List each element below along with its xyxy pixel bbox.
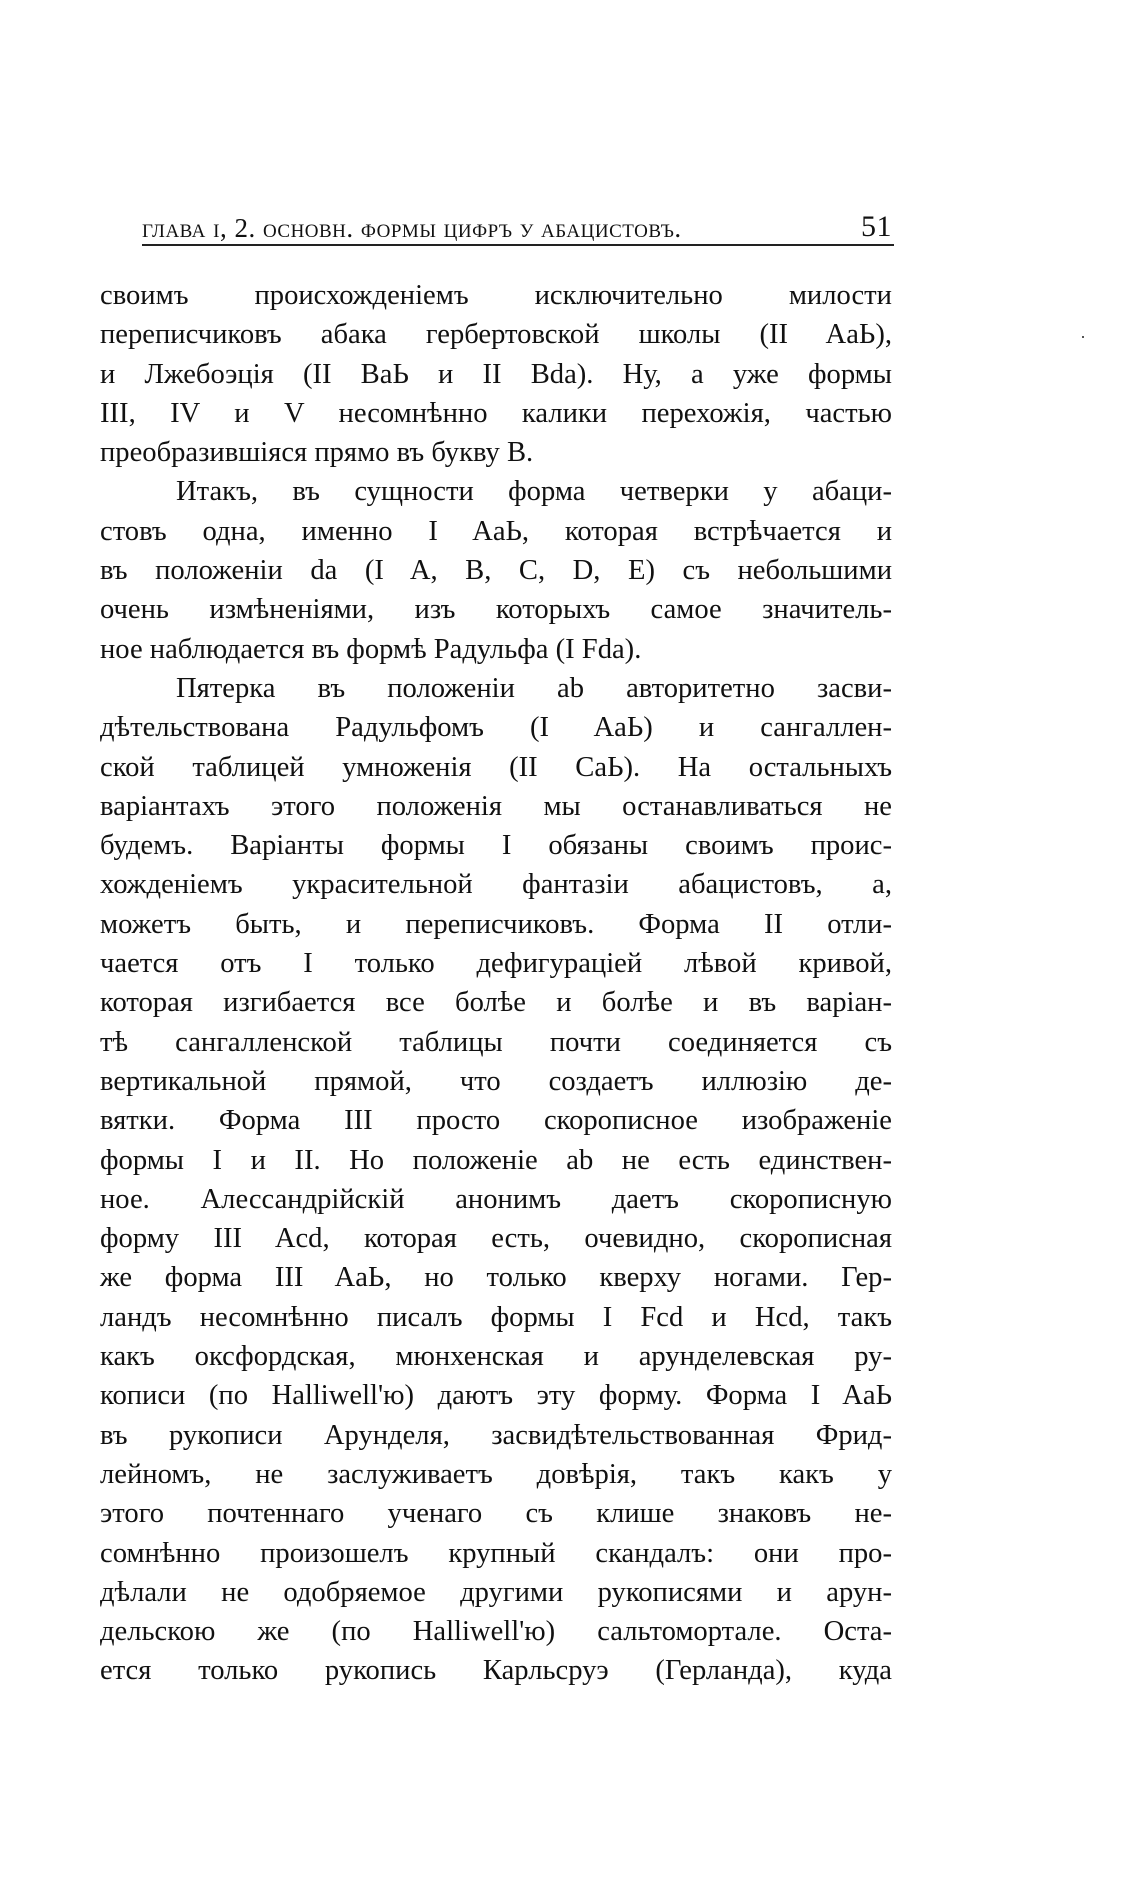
text-line: вертикальной прямой, что создаетъ иллюзію де-	[100, 1065, 892, 1097]
text-line: лейномъ, не заслуживаетъ довѣрія, такъ какъ у	[100, 1458, 892, 1490]
text-line: ется только рукопись Карльсруэ (Герланда), куда	[100, 1655, 892, 1687]
text-line: въ рукописи Арунделя, засвидѣтельствованная Фрид-	[100, 1419, 892, 1451]
running-head	[142, 206, 892, 242]
text-line: форму III Acd, которая есть, очевидно, скорописная	[100, 1223, 892, 1255]
text-line: Пятерка въ положеніи ab авторитетно засви-	[176, 672, 892, 704]
text-line: переписчиковъ абака гербертовской школы (II AaЬ),	[100, 319, 892, 351]
text-line: очень измѣненіями, изъ которыхъ самое значитель-	[100, 594, 892, 626]
text-line: дельскою же (по Halliwell'ю) сальтомортале. Оста-	[100, 1616, 892, 1648]
text-line: въ положеніи da (I A, B, C, D, E) съ небольшими	[100, 555, 892, 587]
text-line: ное наблюдается въ формѣ Радульфа (I Fda).	[100, 633, 642, 665]
text-line: будемъ. Варіанты формы I обязаны своимъ проис-	[100, 830, 892, 862]
text-line: кописи (по Halliwell'ю) даютъ эту форму. Форма I AaЬ	[100, 1380, 892, 1412]
text-line: чается отъ I только дефигураціей лѣвой кривой,	[100, 948, 892, 980]
text-line: формы I и II. Но положеніе ab не есть единствен-	[100, 1144, 892, 1176]
text-line: сомнѣнно произошелъ крупный скандалъ: они про-	[100, 1537, 892, 1569]
text-line: Итакъ, въ сущности форма четверки у абаци-	[176, 476, 892, 508]
text-line: вятки. Форма III просто скорописное изображеніе	[100, 1105, 892, 1137]
text-line: стовъ одна, именно I AaЬ, которая встрѣчается и	[100, 515, 892, 547]
text-line: дѣлали не одобряемое другими рукописями и арун-	[100, 1576, 892, 1608]
text-line: которая изгибается все болѣе и болѣе и въ варіан-	[100, 987, 892, 1019]
text-line: хожденіемъ украсительной фантазіи абацистовъ, а,	[100, 869, 892, 901]
header-rule	[142, 244, 894, 246]
text-line: тѣ сангалленской таблицы почти соединяется съ	[100, 1026, 892, 1058]
text-line: ской таблицей умноженія (II CaЬ). На остальныхъ	[100, 751, 892, 783]
text-line: какъ оксфордская, мюнхенская и арунделевская ру-	[100, 1341, 892, 1373]
text-line: варіантахъ этого положенія мы останавливаться не	[100, 790, 892, 822]
text-line: своимъ происхожденіемъ исключительно милости	[100, 280, 892, 311]
text-line: и Лжебоэція (II BaЬ и II Bda). Ну, а уже формы	[100, 358, 892, 390]
print-speck	[1082, 336, 1084, 338]
text-line: преобразившіяся прямо въ букву B.	[100, 437, 534, 469]
page-number: 51	[861, 210, 892, 243]
text-line: дѣтельствована Радульфомъ (I AaЬ) и сангаллен-	[100, 712, 892, 744]
chapter-title: глава i, 2. основн. формы цифръ у абацистовъ.	[142, 213, 682, 243]
text-line: ное. Алессандрійскій анонимъ даетъ скорописную	[100, 1183, 892, 1215]
text-line: же форма III AaЬ, но только кверху ногами. Гер-	[100, 1262, 892, 1294]
body-text	[100, 276, 892, 1691]
text-line: этого почтеннаго ученаго съ клише знаковъ не-	[100, 1498, 892, 1530]
text-line: III, IV и V несомнѣнно калики перехожія, частью	[100, 397, 892, 429]
text-line: ландъ несомнѣнно писалъ формы I Fcd и Hcd, такъ	[100, 1301, 892, 1333]
text-line: можетъ быть, и переписчиковъ. Форма II отли-	[100, 908, 892, 940]
